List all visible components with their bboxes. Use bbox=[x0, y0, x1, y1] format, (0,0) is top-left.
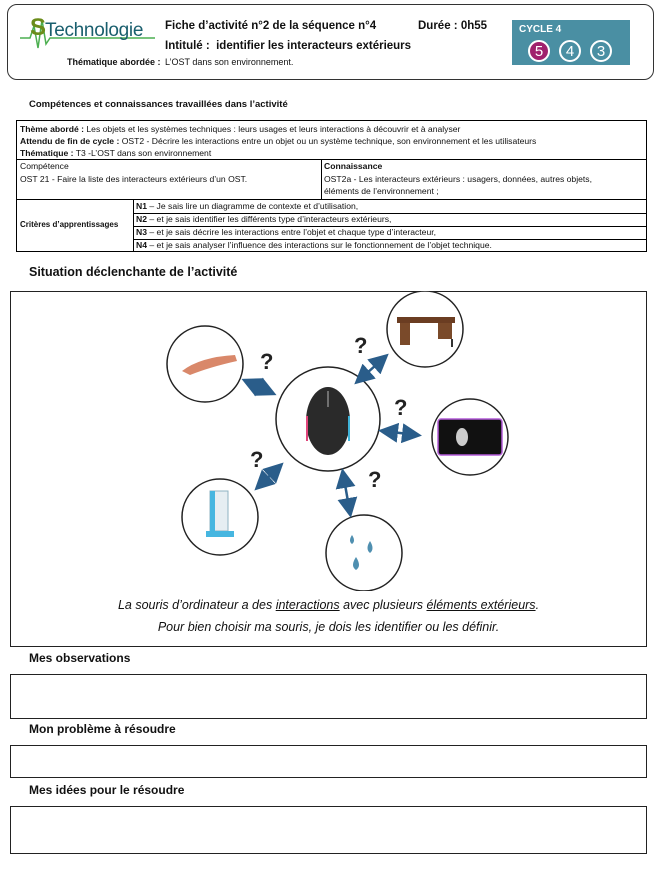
screen-node bbox=[432, 399, 508, 475]
idees-field[interactable] bbox=[10, 806, 647, 854]
competences-title: Compétences et connaissances travaillées dans l’activité bbox=[29, 99, 288, 110]
question-mark-4: ? bbox=[250, 447, 264, 472]
question-mark-2: ? bbox=[354, 333, 368, 358]
competence-header: Compétence bbox=[20, 161, 69, 171]
logo-text: Technologie bbox=[45, 20, 144, 41]
desk-node bbox=[387, 291, 463, 367]
question-mark-5: ? bbox=[368, 467, 382, 492]
connaissance-header: Connaissance bbox=[324, 161, 383, 171]
intitule-value: identifier les interacteurs extérieurs bbox=[216, 40, 412, 52]
thematique-row: Thématique : T3 -L’OST dans son environnement bbox=[20, 148, 212, 158]
attendu-row: Attendu de fin de cycle : OST2 - Décrire les interactions entre un objet ou un système technique, son environnement et les utilisateurs bbox=[20, 136, 537, 146]
logo-letter: S bbox=[30, 14, 47, 41]
observations-field[interactable] bbox=[10, 674, 647, 719]
criterion-n1: N1 – Je sais lire un diagramme de contexte et d’utilisation, bbox=[136, 201, 359, 211]
caption-line2: Pour bien choisir ma souris, je dois les identifier ou les définir. bbox=[157, 620, 500, 634]
thematique-value: L’OST dans son environnement. bbox=[165, 57, 294, 67]
observations-title: Mes observations bbox=[29, 651, 131, 665]
criterion-n4: N4 – et je sais analyser l’influence des interactions sur le fonctionnement de l’objet technique. bbox=[136, 240, 492, 250]
intitule bbox=[165, 40, 411, 52]
question-mark-1: ? bbox=[260, 349, 274, 374]
competences-table bbox=[16, 120, 647, 252]
probleme-field[interactable] bbox=[10, 745, 647, 778]
arrow-desk bbox=[358, 357, 385, 381]
theme-row: Thème abordé : Les objets et les systèmes techniques : leurs usages et leurs interactions à découvrir et à analyser bbox=[20, 124, 461, 134]
arrow-screen bbox=[383, 431, 417, 435]
criterion-n3: N3 – et je sais décrire les interactions entre l’objet et chaque type d’interacteur, bbox=[136, 227, 437, 237]
hand-node bbox=[167, 326, 243, 402]
cycle-level-4: 4 bbox=[559, 40, 581, 62]
arrow-water bbox=[343, 473, 350, 513]
cycle-level-3: 3 bbox=[590, 40, 612, 62]
arrow-hand bbox=[246, 381, 272, 393]
connaissance-line1: OST2a - Les interacteurs extérieurs : usagers, données, autres objets, bbox=[324, 174, 592, 184]
idees-title: Mes idées pour le résoudre bbox=[29, 783, 185, 797]
screen-icon bbox=[438, 419, 502, 455]
cycle-level-5: 5 bbox=[528, 40, 550, 62]
criterion-n2: N2 – et je sais identifier les différents type d’interacteurs extérieurs, bbox=[136, 214, 392, 224]
cycle-label: CYCLE 4 bbox=[519, 24, 562, 35]
duration: Durée : 0h55 bbox=[418, 20, 488, 32]
connaissance-line2: éléments de l’environnement ; bbox=[324, 186, 439, 196]
water-node bbox=[326, 515, 402, 591]
criteres-label: Critères d’apprentissages bbox=[20, 220, 119, 229]
intitule-label: Intitulé : bbox=[165, 40, 210, 52]
caption-line1: La souris d’ordinateur a des interactions avec plusieurs éléments extérieurs. bbox=[117, 598, 540, 612]
thematique-label: Thématique abordée : bbox=[67, 57, 161, 67]
competence-value: OST 21 - Faire la liste des interacteurs extérieurs d’un OST. bbox=[20, 174, 248, 184]
probleme-title: Mon problème à résoudre bbox=[29, 722, 176, 736]
interaction-diagram bbox=[10, 291, 647, 591]
question-mark-3: ? bbox=[394, 395, 408, 420]
mouse-node bbox=[276, 367, 380, 471]
situation-title: Situation déclenchante de l’activité bbox=[29, 265, 238, 279]
computer-tower-node bbox=[182, 479, 258, 555]
fiche-title: Fiche d’activité n°2 de la séquence n°4 bbox=[165, 20, 377, 32]
